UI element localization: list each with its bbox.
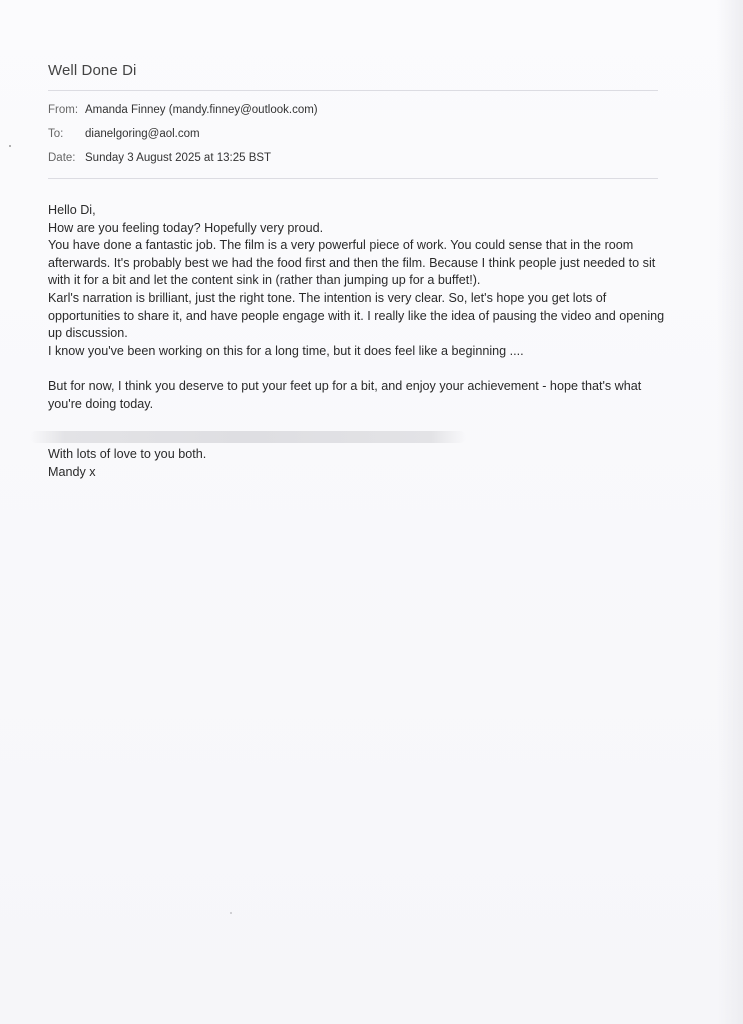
from-label: From:: [48, 104, 79, 116]
date-label: Date:: [48, 152, 76, 164]
email-body: [48, 202, 668, 413]
email-closing: [48, 446, 206, 481]
scan-speck: [9, 145, 11, 147]
closing-line: With lots of love to you both.: [48, 447, 207, 461]
body-line-1: How are you feeling today? Hopefully very proud.: [48, 220, 324, 235]
redaction-mark: [30, 431, 466, 443]
from-value: Amanda Finney (mandy.finney@outlook.com): [85, 104, 318, 116]
to-row: [48, 128, 200, 140]
paragraph-gap: [48, 360, 668, 378]
header-divider-top: [48, 90, 658, 91]
body-paragraph-2: Karl's narration is brilliant, just the right tone. The intention is very clear. So, let's hope you get lots of opportunities to share it, and have people engage with it. I really like the idea of pausing the video and opening up discussion.: [48, 290, 665, 341]
to-value: dianelgoring@aol.com: [85, 128, 200, 140]
to-label: To:: [48, 128, 64, 140]
from-row: [48, 104, 318, 116]
date-value: Sunday 3 August 2025 at 13:25 BST: [85, 152, 272, 164]
scan-edge-shadow: [717, 0, 743, 1024]
greeting: Hello Di,: [48, 203, 96, 217]
email-subject: Well Done Di: [48, 62, 137, 79]
scan-speck: [230, 912, 232, 914]
signature: Mandy x: [48, 464, 96, 479]
header-divider-bottom: [48, 178, 658, 179]
date-row: [48, 152, 271, 164]
body-paragraph-1: You have done a fantastic job. The film is a very powerful piece of work. You could sense that in the room afterwards. It's probably best we had the food first and then the film. Because I think people just needed to sit with it for a bit and let the content sink in (rather than jumping up for a buffet!).: [48, 238, 656, 288]
body-paragraph-3: I know you've been working on this for a long time, but it does feel like a beginning ....: [48, 343, 524, 358]
body-paragraph-4: But for now, I think you deserve to put your feet up for a bit, and enjoy your achievement - hope that's what you're doing today.: [48, 378, 642, 411]
